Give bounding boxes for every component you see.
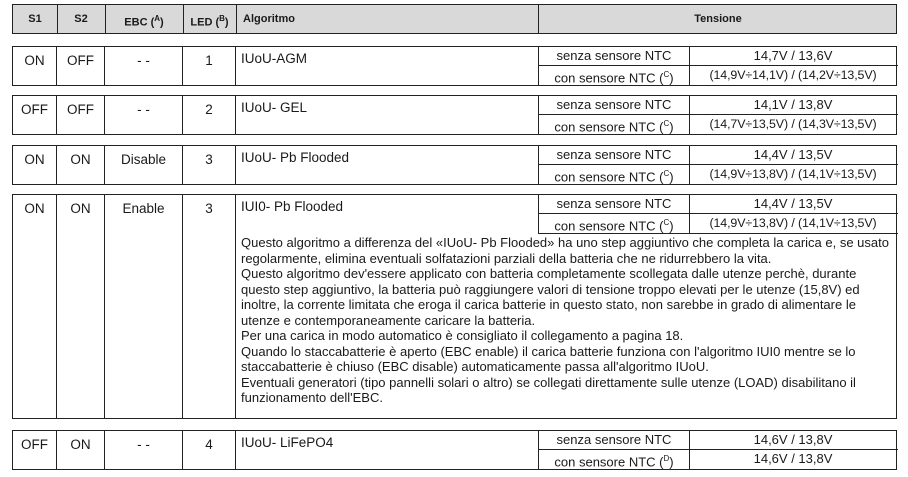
- tensione-value: (14,9V÷13,8V) / (14,1V÷13,5V): [709, 216, 877, 230]
- description-paragraph: Questo algoritmo a differenza del «IUoU- Pb Flooded» ha uno step aggiuntivo che completa la carica e, se usato regolarmente, elimina eventuali solfatazioni parziali della batteria che ne ridurrebbero la vita.: [241, 235, 889, 266]
- s2-value: ON: [57, 431, 105, 469]
- algoritmo-value: IUoU- GEL: [241, 100, 308, 115]
- header-s1: S1: [13, 5, 58, 33]
- table-row: [12, 145, 897, 185]
- algorithm-description: [241, 235, 891, 406]
- s2-value: ON: [57, 195, 105, 418]
- table-header: [12, 4, 897, 34]
- header-ebc: EBC ($^A$): [105, 5, 184, 33]
- ntc-label: senza sensore NTC: [538, 146, 690, 165]
- s1-value: ON: [13, 195, 57, 418]
- s1-value: ON: [13, 47, 57, 85]
- header-tensione: Tensione: [538, 5, 897, 33]
- tensione-block: [538, 431, 898, 469]
- tensione-value: 14,4V / 13,5V: [753, 196, 833, 211]
- ntc-label: senza sensore NTC: [538, 431, 690, 450]
- ntc-label: con sensore NTC ($^C$): [538, 115, 690, 134]
- header-led: LED ($^B$): [183, 5, 237, 33]
- ebc-value: - -: [105, 96, 183, 134]
- ntc-label: senza sensore NTC: [538, 47, 690, 66]
- table-row: [12, 194, 897, 419]
- s2-value: ON: [57, 146, 105, 184]
- s1-value: OFF: [13, 96, 57, 134]
- ntc-label: senza sensore NTC: [538, 96, 690, 115]
- ebc-value: - -: [105, 47, 183, 85]
- ebc-value: Enable: [105, 195, 183, 418]
- tensione-block: [538, 47, 898, 85]
- description-paragraph: Questo algoritmo dev'essere applicato con batteria completamente scollegata dalle utenze perchè, durante questo step aggiuntivo, la batteria può raggiungere valori di tensione troppo elevati per le utenze (15,8V) ed inoltre, la corrente limitata che eroga il carica batterie in questo stato, non sarebbe in grado di alimentare le utenze e contemporaneamente caricare la batteria.: [241, 266, 860, 328]
- s1-value: OFF: [13, 431, 57, 469]
- algoritmo-value: IUoU- LiFePO4: [241, 435, 334, 450]
- led-value: 3: [183, 146, 236, 184]
- ebc-value: - -: [105, 431, 183, 469]
- tensione-block: [538, 146, 898, 184]
- description-paragraph: Quando lo staccabatterie è aperto (EBC enable) il carica batterie funziona con l'algoritmo IUI0 mentre se lo staccabatterie è chiuso (EBC disable) automaticamente passa all'algoritmo IUoU.: [241, 343, 856, 374]
- table-row: [12, 430, 897, 470]
- description-paragraph: Per una carica in modo automatico è consigliato il collegamento a pagina 18.: [241, 328, 684, 343]
- ntc-label: senza sensore NTC: [538, 195, 690, 214]
- table-row: [12, 46, 897, 86]
- tensione-value: 14,6V / 13,8V: [753, 451, 833, 466]
- description-paragraph: Eventuali generatori (tipo pannelli solari o altro) se collegati direttamente sulle utenze (LOAD) disabilitano il funzionamento dell'EBC.: [241, 374, 856, 405]
- tensione-value: (14,9V÷14,1V) / (14,2V÷13,5V): [709, 68, 877, 82]
- s2-value: OFF: [57, 96, 105, 134]
- algoritmo-value: IUoU-AGM: [241, 51, 308, 66]
- table-row: [12, 95, 897, 135]
- s1-value: ON: [13, 146, 57, 184]
- tensione-value: 14,1V / 13,8V: [753, 97, 833, 112]
- tensione-block: [538, 195, 898, 234]
- led-value: 1: [183, 47, 236, 85]
- ntc-label: con sensore NTC ($^C$): [538, 66, 690, 85]
- tensione-value: 14,7V / 13,6V: [753, 48, 833, 63]
- tensione-value: 14,6V / 13,8V: [753, 432, 833, 447]
- s2-value: OFF: [57, 47, 105, 85]
- header-s2: S2: [57, 5, 106, 33]
- led-value: 2: [183, 96, 236, 134]
- tensione-value: 14,4V / 13,5V: [753, 147, 833, 162]
- tensione-value: (14,7V÷13,5V) / (14,3V÷13,5V): [709, 117, 877, 131]
- ntc-label: con sensore NTC ($^C$): [538, 165, 690, 184]
- ebc-value: Disable: [105, 146, 183, 184]
- header-algoritmo: Algoritmo: [243, 13, 295, 25]
- led-value: 3: [183, 195, 236, 418]
- algoritmo-value: IUI0- Pb Flooded: [241, 199, 344, 214]
- tensione-value: (14,9V÷13,8V) / (14,1V÷13,5V): [709, 167, 877, 181]
- ntc-label: con sensore NTC ($^C$): [538, 214, 690, 233]
- ntc-label: con sensore NTC ($^D$): [538, 450, 690, 469]
- led-value: 4: [183, 431, 236, 469]
- algoritmo-value: IUoU- Pb Flooded: [241, 150, 350, 165]
- tensione-block: [538, 96, 898, 134]
